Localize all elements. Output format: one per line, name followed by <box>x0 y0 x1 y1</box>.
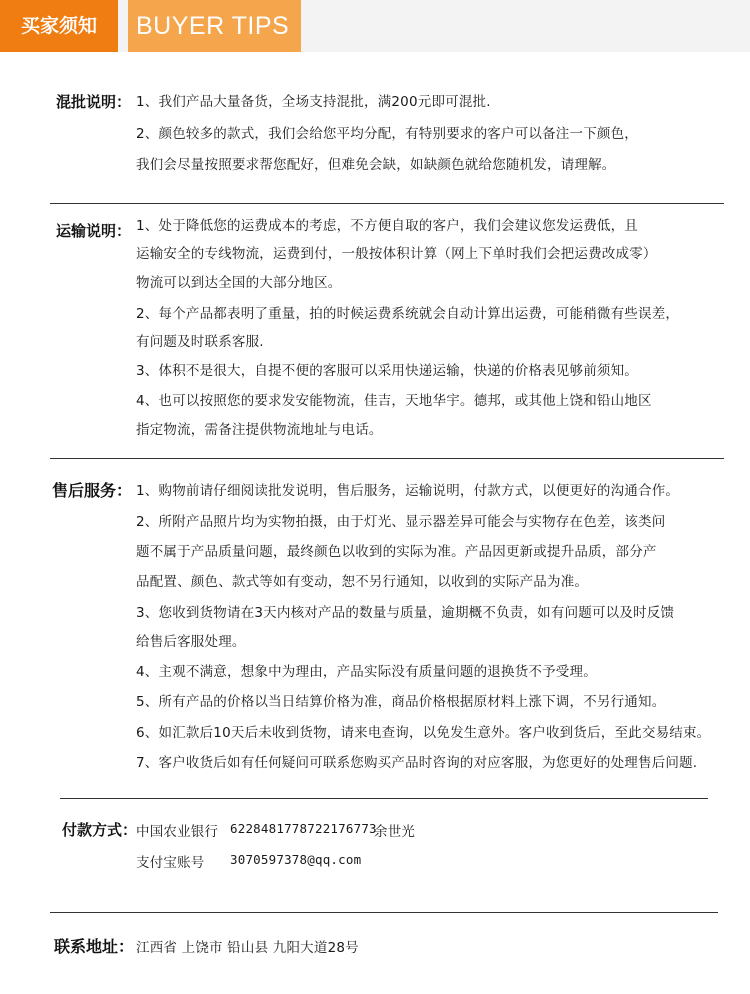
divider <box>50 458 724 459</box>
after-sales-line: 3、您收到货物请在3天内核对产品的数量与质量，逾期概不负责，如有问题可以及时反馈 <box>136 605 675 621</box>
shipping-line: 2、每个产品都表明了重量，拍的时候运费系统就会自动计算出运费，可能稍微有些误差， <box>136 306 680 322</box>
shipping-line: 物流可以到达全国的大部分地区。 <box>136 275 342 291</box>
after-sales-line: 4、主观不满意，想象中为理由，产品实际没有质量问题的退换货不予受理。 <box>136 664 597 680</box>
account-holder: 余世光 <box>374 824 416 840</box>
after-sales-line: 6、如汇款后10天后未收到货物，请来电查询，以免发生意外。客户收到货后，至此交易结束。 <box>136 725 711 741</box>
wholesale-line: 1、我们产品大量备货，全场支持混批，满200元即可混批. <box>136 94 491 110</box>
shipping-label: 运输说明： <box>56 222 132 240</box>
after-sales-line: 2、所附产品照片均为实物拍摄，由于灯光、显示器差异可能会与实物存在色差，该类问 <box>136 514 666 530</box>
shipping-line: 4、也可以按照您的要求发安能物流，佳吉，天地华宇。德邦，或其他上饶和铅山地区 <box>136 393 652 409</box>
after-sales-label: 售后服务： <box>52 481 133 500</box>
contact-address: 江西省 上饶市 铅山县 九阳大道28号 <box>136 940 359 956</box>
wholesale-line: 2、颜色较多的款式，我们会给您平均分配，有特别要求的客户可以备注一下颜色， <box>136 126 638 142</box>
alipay-account: 3070597378@qq.com <box>230 852 362 867</box>
shipping-line: 指定物流，需备注提供物流地址与电话。 <box>136 422 383 438</box>
shipping-line: 有问题及时联系客服. <box>136 334 264 350</box>
wholesale-line: 我们会尽量按照要求帮您配好，但难免会缺，如缺颜色就给您随机发，请理解。 <box>136 157 616 173</box>
after-sales-line: 5、所有产品的价格以当日结算价格为准，商品价格根据原材料上涨下调，不另行通知。 <box>136 694 666 710</box>
after-sales-line: 7、客户收货后如有任何疑问可联系您购买产品时咨询的对应客服，为您更好的处理售后问题. <box>136 755 698 771</box>
payment-label: 付款方式： <box>62 821 138 839</box>
after-sales-line: 给售后客服处理。 <box>136 634 246 650</box>
divider <box>50 203 724 204</box>
header-bar <box>0 0 750 52</box>
shipping-line: 运输安全的专线物流，运费到付，一般按体积计算（网上下单时我们会把运费改成零） <box>136 246 657 262</box>
divider <box>60 798 708 799</box>
divider <box>50 912 718 913</box>
bank-account: 6228481778722176773 <box>230 821 377 836</box>
after-sales-line: 品配置、颜色、款式等如有变动，恕不另行通知，以收到的实际产品为准。 <box>136 574 589 590</box>
wholesale-label: 混批说明： <box>56 93 132 111</box>
alipay-label: 支付宝账号 <box>136 855 205 871</box>
contact-label: 联系地址： <box>54 937 135 956</box>
shipping-line: 3、体积不是很大，自提不便的客服可以采用快递运输，快递的价格表见够前须知。 <box>136 363 638 379</box>
header-title-en: BUYER TIPS <box>128 0 301 52</box>
shipping-line: 1、处于降低您的运费成本的考虑，不方便自取的客户，我们会建议您发运费低，且 <box>136 218 638 234</box>
header-title-cn: 买家须知 <box>0 0 118 52</box>
after-sales-line: 题不属于产品质量问题，最终颜色以收到的实际为准。产品因更新或提升品质，部分产 <box>136 544 657 560</box>
after-sales-line: 1、购物前请仔细阅读批发说明，售后服务，运输说明，付款方式，以便更好的沟通合作。 <box>136 483 680 499</box>
bank-name: 中国农业银行 <box>136 824 219 840</box>
